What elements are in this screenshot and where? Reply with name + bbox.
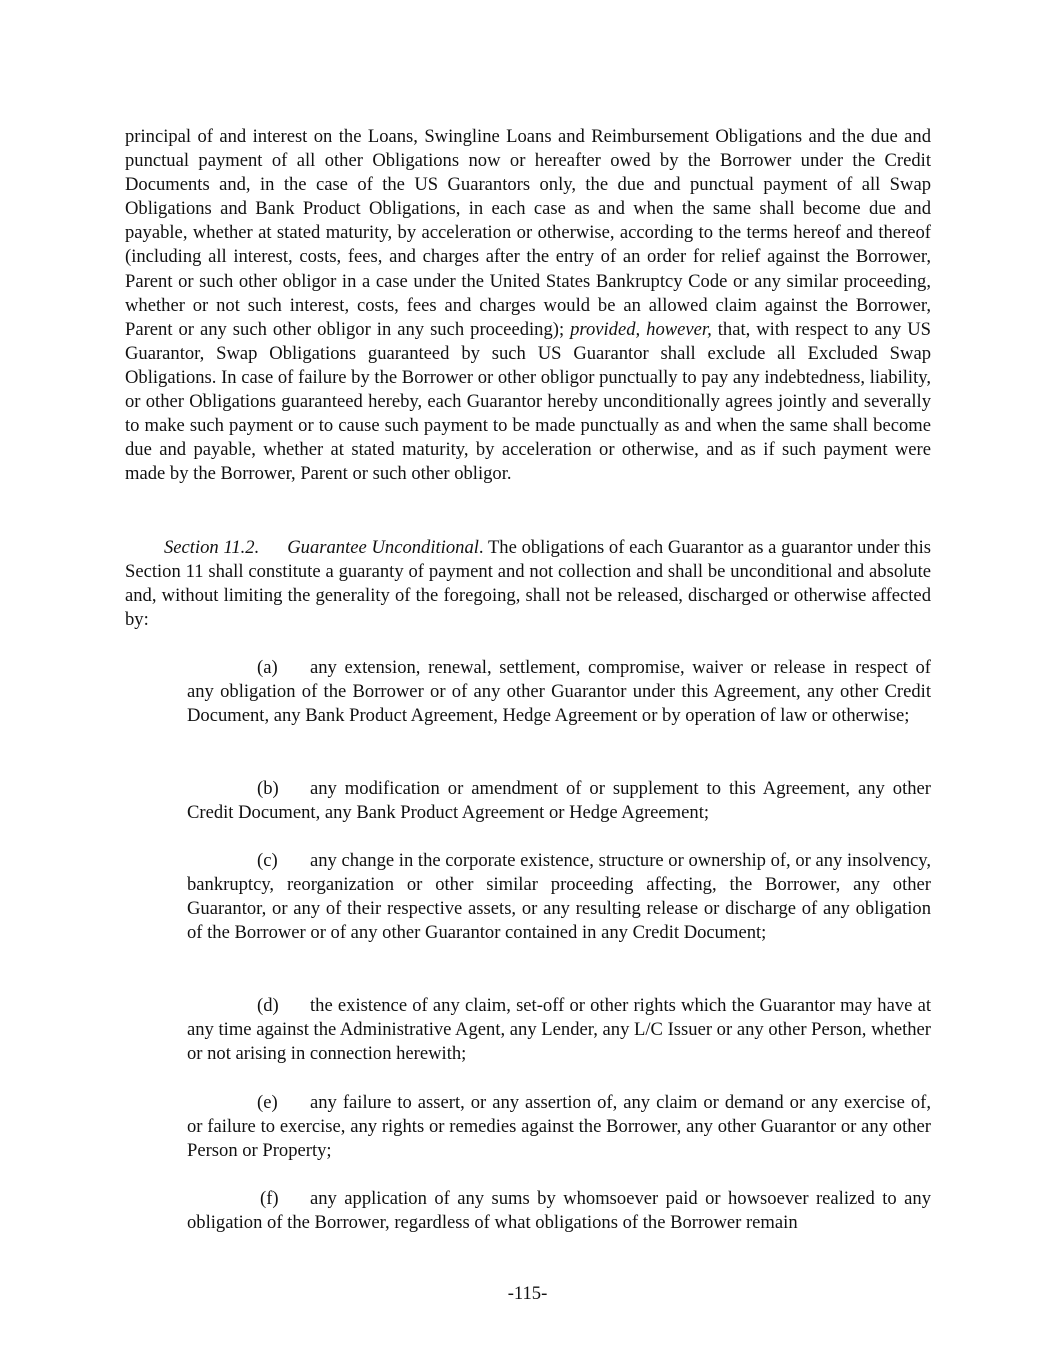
list-item-text: any extension, renewal, settlement, compromise, waiver or release in respect of any obligation of the Borrower or of any other Guarantor under this Agreement, any other Credit Document, any Bank Product Agreement, Hedge Agreement or by operation of law or otherwise;: [187, 657, 931, 727]
list-item: [187, 777, 931, 825]
list-item-label: (c): [257, 850, 278, 871]
section-11-2-paragraph: [125, 536, 931, 632]
proviso-phrase: provided, however,: [570, 318, 712, 340]
list-item: [187, 849, 931, 945]
list-item-label: (d): [257, 995, 279, 1016]
list-item: [187, 994, 931, 1066]
continuation-paragraph: [125, 125, 931, 486]
list-item-label: (f): [260, 1188, 279, 1209]
section-number: Section 11.2.: [164, 537, 260, 558]
list-item: [187, 656, 931, 728]
list-item-label: (a): [257, 657, 278, 678]
list-item-text: the existence of any claim, set-off or other rights which the Guarantor may have at any time against the Administrative Agent, any Lender, any L/C Issuer or any other Person, whether or not arising in connection herewith;: [187, 995, 931, 1065]
list-item-text: any modification or amendment of or supplement to this Agreement, any other Credit Document, any Bank Product Agreement or Hedge Agreement;: [187, 778, 931, 824]
list-item: [187, 1187, 931, 1235]
list-item-text: any application of any sums by whomsoever paid or howsoever realized to any obligation of the Borrower, regardless of what obligations of the Borrower remain: [187, 1188, 931, 1234]
list-item-text: any change in the corporate existence, structure or ownership of, or any insolvency, bankruptcy, reorganization or other similar proceeding affecting, the Borrower, any other Guarantor, or any of their respective assets, or any resulting release or discharge of any obligation of the Borrower or of any other Guarantor contained in any Credit Document;: [187, 850, 931, 944]
section-title: Guarantee Unconditional: [287, 537, 479, 558]
list-item-label: (b): [257, 778, 279, 799]
list-item-label: (e): [257, 1092, 278, 1113]
section-body: The obligations of each Guarantor as a guarantor under this Section 11 shall constitute a guaranty of payment and not collection and shall be unconditional and absolute and, without limiting the generality of the foregoing, shall not be released, discharged or otherwise affected by:: [125, 537, 932, 631]
page-number: -115-: [507, 1283, 548, 1304]
list-item-text: any failure to assert, or any assertion of, any claim or demand or any exercise of, or failure to exercise, any rights or remedies against the Borrower, any other Guarantor or any other Person or Property;: [187, 1092, 931, 1162]
section-title-period: .: [478, 537, 484, 558]
continuation-text-after-proviso: that, with respect to any US Guarantor, Swap Obligations guaranteed by such US Guarantor shall exclude all Excluded Swap Obligations. In case of failure by the Borrower or other obligor punctually to pay any indebtedness, liability, or other Obligations guaranteed hereby, each Guarantor hereby unconditionally agrees jointly and severally to make such payment or to cause such payment to be made punctually as and when the same shall become due and payable, whether at stated maturity, by acceleration or otherwise, and as if such payment were made by the Borrower, Parent or such other obligor.: [125, 318, 931, 485]
list-item: [187, 1091, 931, 1163]
continuation-text-before-proviso: principal of and interest on the Loans, Swingline Loans and Reimbursement Obligations and the due and punctual payment of all other Obligations now or hereafter owed by the Borrower under the Credit Documents and, in the case of the US Guarantors only, the due and punctual payment of all Swap Obligations and Bank Product Obligations, in each case as and when the same shall become due and payable, whether at stated maturity, by acceleration or otherwise, according to the terms hereof and thereof (including all interest, costs, fees, and charges after the entry of an order for relief against the Borrower, Parent or such other obligor in a case under the United States Bankruptcy Code or any similar proceeding, whether or not such interest, costs, fees and charges would be an allowed claim against the Borrower, Parent or any such other obligor in any such proceeding);: [125, 126, 931, 340]
